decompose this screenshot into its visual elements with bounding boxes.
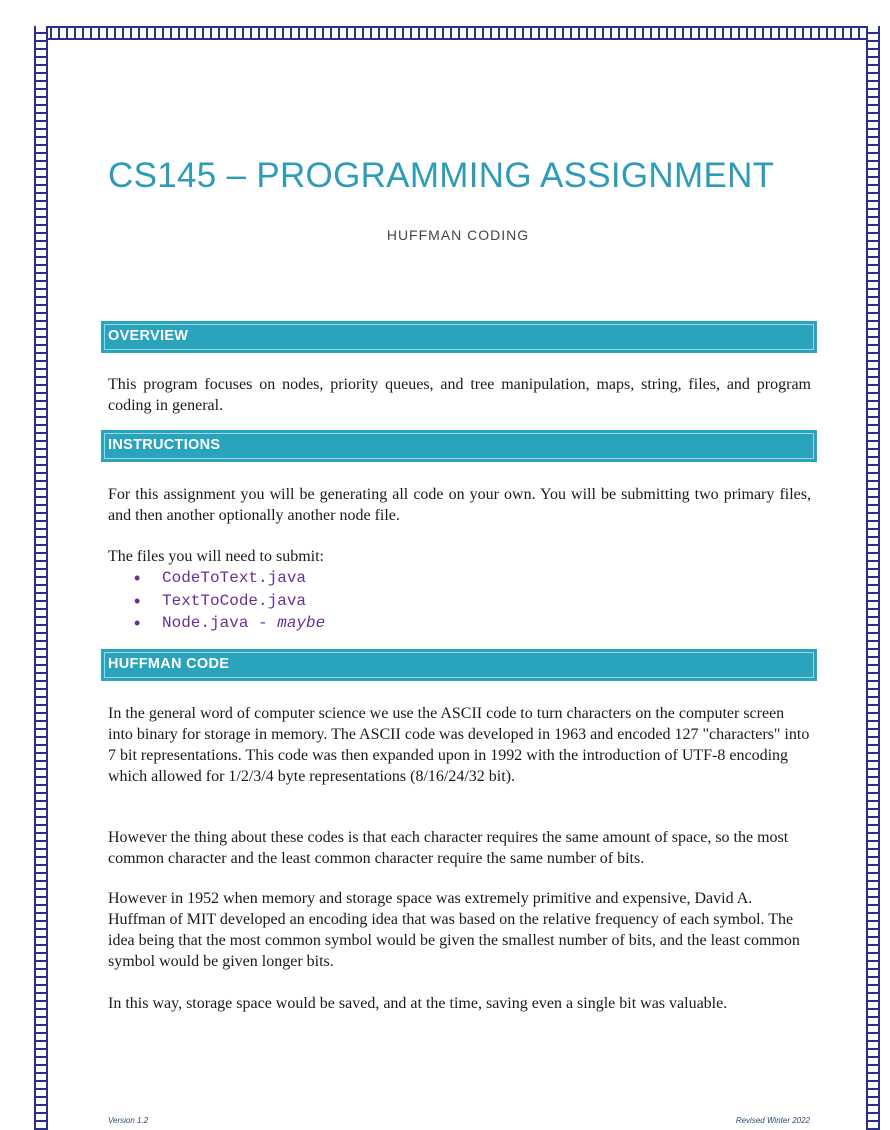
section-heading-label: OVERVIEW [108, 328, 189, 344]
decorative-border-left [34, 26, 48, 1130]
files-intro: The files you will need to submit: [108, 548, 324, 565]
huffman-paragraph-4: In this way, storage space would be saved, and at the time, saving even a single bit was valuable. [108, 995, 728, 1012]
section-heading-overview [101, 321, 817, 353]
section-heading-label: HUFFMAN CODE [108, 656, 230, 672]
page-subtitle: HUFFMAN CODING [386, 227, 530, 243]
footer-revised: Revised Winter 2022 [735, 1116, 810, 1125]
footer-version: Version 1.2 [108, 1116, 149, 1125]
list-item [134, 612, 325, 635]
huffman-paragraph-2: However the thing about these codes is that each character requires the same amount of space, so the most common character and the least common character require the same number of bits. [108, 829, 789, 867]
file-note: maybe [277, 614, 326, 632]
instructions-paragraph: For this assignment you will be generating all code on your own. You will be submitting two primary files, and then another optionally another node file. [108, 486, 811, 524]
file-name: Node.java - [162, 614, 278, 632]
section-heading-huffman-code [101, 649, 817, 681]
page-title: CS145 – PROGRAMMING ASSIGNMENT [108, 156, 775, 195]
section-heading-label: INSTRUCTIONS [108, 437, 221, 453]
file-name: TextToCode.java [162, 591, 307, 610]
list-item [134, 567, 325, 590]
file-list [134, 567, 325, 635]
section-heading-instructions [101, 430, 817, 462]
huffman-paragraph-1: In the general word of computer science we use the ASCII code to turn characters on the computer screen into binary for storage in memory. The ASCII code was developed in 1963 and encoded 127 "characters" into 7 bit representations. This code was then expanded upon in 1992 with the introduction of UTF-8 encoding which allowed for 1/2/3/4 byte representations (8/16/24/32 bit). [108, 705, 810, 785]
decorative-border-top [34, 26, 880, 40]
file-name: CodeToText.java [162, 569, 307, 587]
list-item [134, 590, 325, 613]
decorative-border-right [866, 26, 880, 1130]
overview-paragraph: This program focuses on nodes, priority queues, and tree manipulation, maps, string, files, and program coding in general. [108, 376, 811, 414]
huffman-paragraph-3: However in 1952 when memory and storage space was extremely primitive and expensive, David A. Huffman of MIT developed an encoding idea that was based on the relative frequency of each symbol. The idea being that the most common symbol would be given the smallest number of bits, and the least common symbol would be given longer bits. [108, 890, 800, 970]
